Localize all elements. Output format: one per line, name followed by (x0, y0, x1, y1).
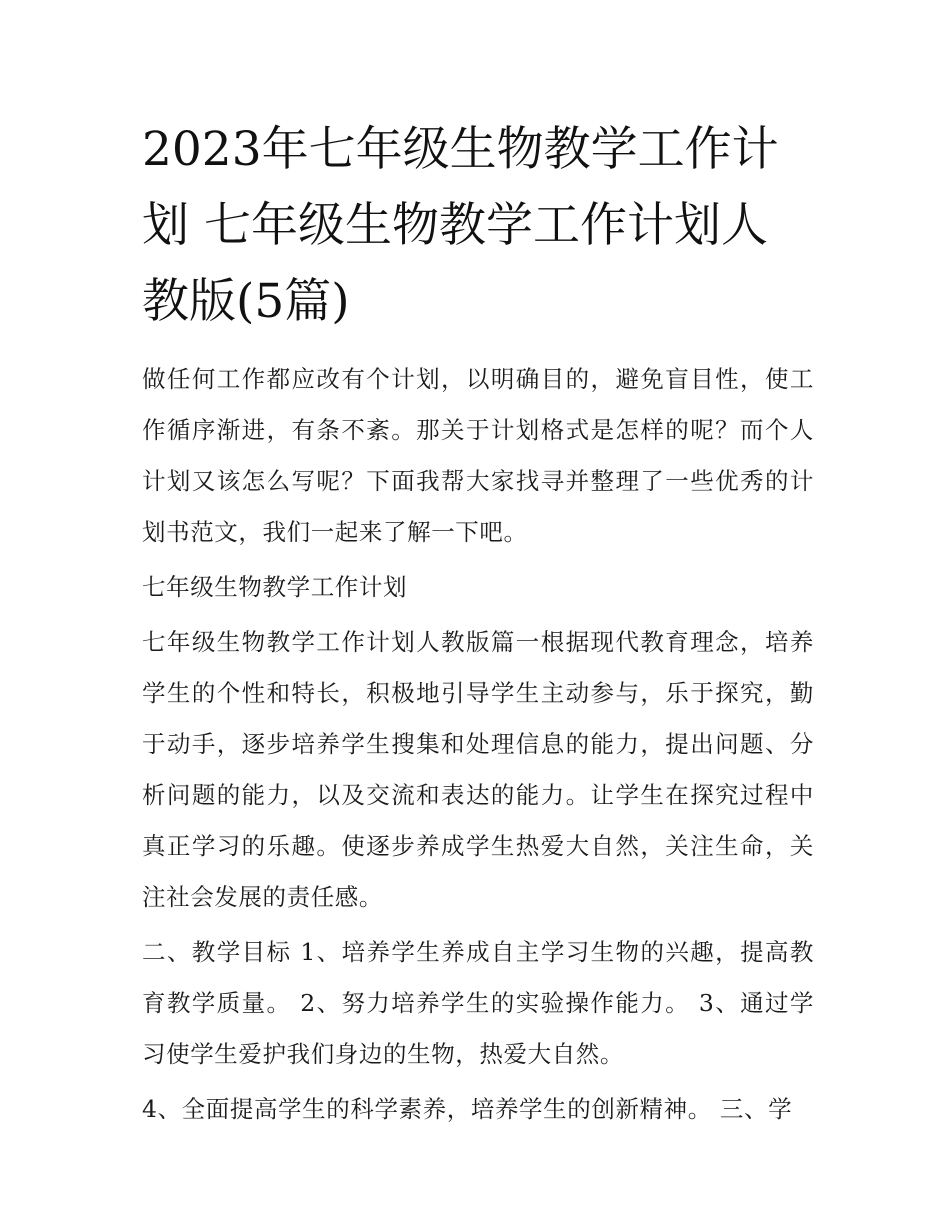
document-title: 2023年七年级生物教学工作计划 七年级生物教学工作计划人教版(5篇) (142, 122, 779, 329)
paragraph-teaching-goals: 二、教学目标 1、培养学生养成自主学习生物的兴趣，提高教育教学质量。 2、努力培养学生的实验操作能力。 3、通过学习使学生爱护我们身边的生物，热爱大自然。 (142, 938, 814, 1068)
paragraph-section-one: 七年级生物教学工作计划人教版篇一根据现代教育理念，培养学生的个性和特长，积极地引导学生主动参与，乐于探究，勤于动手，逐步培养学生搜集和处理信息的能力，提出问题、分析问题的能力，以及交流和表达的能力。让学生在探究过程中真正学习的乐趣。使逐步养成学生热爱大自然，关注生命，关注社会发展的责任感。 (142, 628, 814, 911)
document-body (142, 354, 814, 1139)
paragraph-subtitle: 七年级生物教学工作计划 (142, 573, 408, 601)
paragraph-goal-four: 4、全面提高学生的科学素养，培养学生的创新精神。 三、学 (142, 1095, 793, 1123)
paragraph-intro: 做任何工作都应改有个计划，以明确目的，避免盲目性，使工作循序渐进，有条不紊。那关于计划格式是怎样的呢？而个人计划又该怎么写呢？下面我帮大家找寻并整理了一些优秀的计划书范文，我们一起来了解一下吧。 (142, 365, 814, 546)
